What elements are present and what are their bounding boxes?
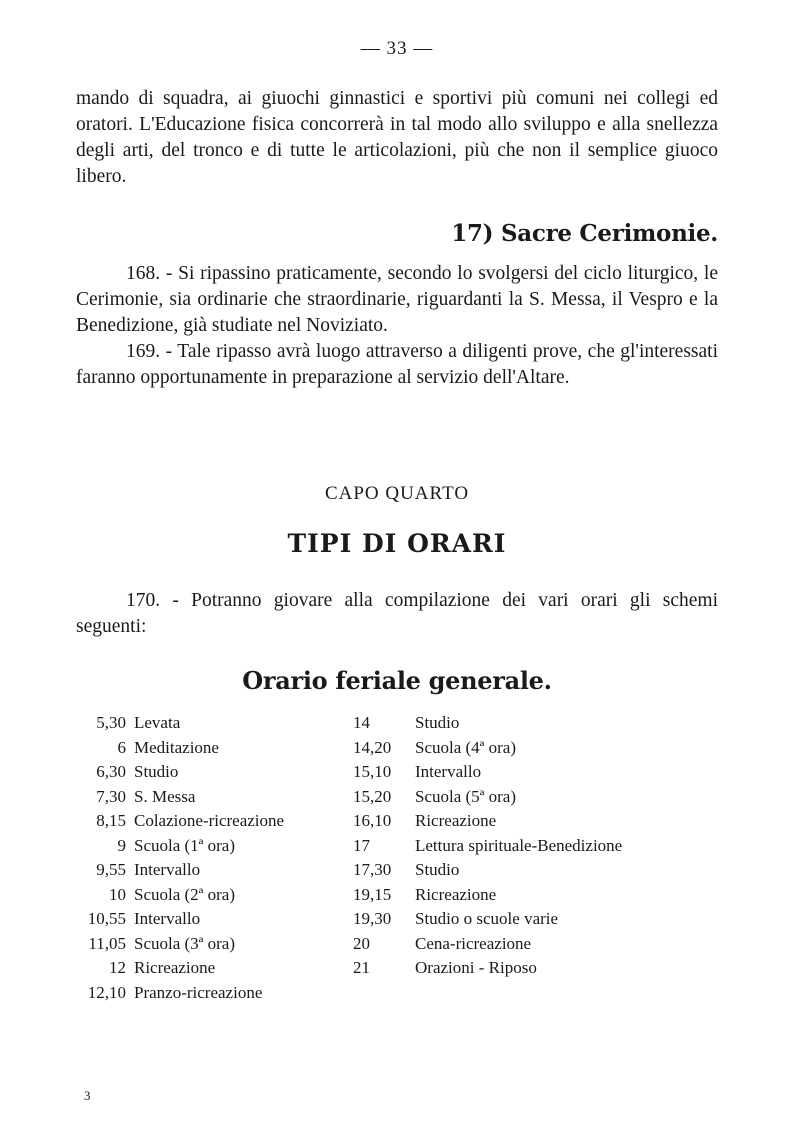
schedule-row [353, 760, 723, 785]
schedule-activity: Pranzo-ricreazione [134, 982, 263, 1002]
schedule-title: Orario feriale generale. [242, 666, 552, 695]
schedule-time: 11,05 [88, 933, 126, 953]
schedule-time: 9,55 [96, 860, 126, 879]
schedule-time: 6 [117, 737, 126, 757]
paragraph-170: 170. - Potranno giovare alla compilazione dei vari orari gli schemi seguenti: [76, 590, 718, 637]
schedule-activity: Studio [415, 713, 460, 732]
schedule-activity: Levata [134, 713, 181, 732]
schedule-activity: Ricreazione [134, 958, 216, 977]
schedule-row [353, 858, 723, 883]
schedule-time: 20 [353, 933, 370, 953]
section-heading: 17) Sacre Cerimonie. [451, 220, 718, 247]
schedule-row [353, 809, 723, 834]
schedule-row [353, 932, 723, 957]
schedule-activity: Scuola (4ª ora) [415, 737, 516, 757]
paragraph-169: 169. - Tale ripasso avrà luogo attraverso a diligenti prove, che gl'interessati faranno opportunamente in preparazione al servizio dell'Altare. [76, 341, 718, 388]
schedule-row [72, 834, 352, 859]
schedule-activity: Scuola (1ª ora) [134, 835, 235, 855]
schedule-row [353, 736, 723, 761]
schedule-time: 8,15 [96, 811, 126, 830]
schedule-time: 14,20 [353, 737, 392, 757]
schedule-activity: Studio o scuole varie [415, 909, 559, 928]
schedule-time: 5,30 [96, 713, 126, 732]
schedule-row [72, 981, 352, 1006]
schedule-row [72, 932, 352, 957]
schedule-row [72, 883, 352, 908]
signature-mark: 3 [84, 1088, 91, 1103]
schedule-activity: Cena-ricreazione [415, 933, 532, 953]
schedule-right-column [353, 711, 723, 981]
schedule-activity: Intervallo [134, 909, 201, 928]
schedule-row [72, 736, 352, 761]
schedule-activity: Intervallo [134, 860, 201, 879]
schedule-activity: Orazioni - Riposo [415, 958, 537, 977]
schedule-table [76, 711, 718, 1011]
schedule-activity: Meditazione [134, 737, 219, 757]
schedule-time: 16,10 [353, 811, 392, 830]
schedule-time: 12,10 [87, 982, 126, 1002]
schedule-time: 19,30 [353, 909, 392, 928]
schedule-activity: Intervallo [415, 762, 482, 781]
schedule-row [353, 711, 723, 736]
schedule-activity: Ricreazione [415, 811, 497, 830]
schedule-activity: S. Messa [134, 786, 196, 806]
schedule-left-column [72, 711, 352, 1005]
schedule-row [353, 834, 723, 859]
schedule-time: 17 [353, 835, 370, 855]
schedule-row [353, 785, 723, 810]
schedule-row [72, 858, 352, 883]
schedule-time: 7,30 [96, 786, 126, 806]
schedule-time: 19,15 [353, 884, 392, 904]
schedule-activity: Colazione-ricreazione [134, 811, 285, 830]
schedule-time: 17,30 [353, 860, 392, 879]
document-page [76, 38, 718, 1011]
schedule-row [72, 907, 352, 932]
schedule-activity: Lettura spirituale-Benedizione [415, 835, 623, 855]
schedule-time: 21 [353, 958, 370, 977]
schedule-row [72, 956, 352, 981]
schedule-time: 15,10 [353, 762, 392, 781]
schedule-row [353, 883, 723, 908]
schedule-row [72, 785, 352, 810]
schedule-row [353, 956, 723, 981]
intro-paragraph: mando di squadra, ai giuochi ginnastici e sportivi più comuni nei collegi ed oratori. L'Educazione fisica concorrerà in tal modo allo sviluppo e alla snellezza degli arti, del tronco e di tutte le articolazioni, più che non il semplice giuoco libero. [76, 88, 718, 187]
schedule-time: 10 [109, 884, 126, 904]
schedule-activity: Ricreazione [415, 884, 497, 904]
page-number: — 33 — [360, 38, 434, 59]
schedule-row [72, 711, 352, 736]
schedule-time: 10,55 [87, 909, 126, 928]
paragraph-168: 168. - Si ripassino praticamente, secondo lo svolgersi del ciclo liturgico, le Cerimonie, sia ordinarie che straordinarie, riguardanti la S. Messa, il Vespro e la Benedizione, già studiate nel Noviziato. [76, 263, 718, 336]
schedule-row [72, 809, 352, 834]
schedule-activity: Scuola (2ª ora) [134, 884, 235, 904]
schedule-time: 6,30 [96, 762, 126, 781]
schedule-row [353, 907, 723, 932]
chapter-label: CAPO QUARTO [324, 483, 470, 504]
schedule-time: 14 [353, 713, 370, 732]
schedule-activity: Scuola (5ª ora) [415, 786, 516, 806]
chapter-title: TIPI DI ORARI [287, 529, 507, 558]
schedule-activity: Scuola (3ª ora) [134, 933, 235, 953]
schedule-time: 9 [117, 835, 126, 855]
schedule-time: 15,20 [353, 786, 392, 806]
schedule-activity: Studio [134, 762, 179, 781]
schedule-row [72, 760, 352, 785]
schedule-time: 12 [109, 958, 126, 977]
schedule-activity: Studio [415, 860, 460, 879]
